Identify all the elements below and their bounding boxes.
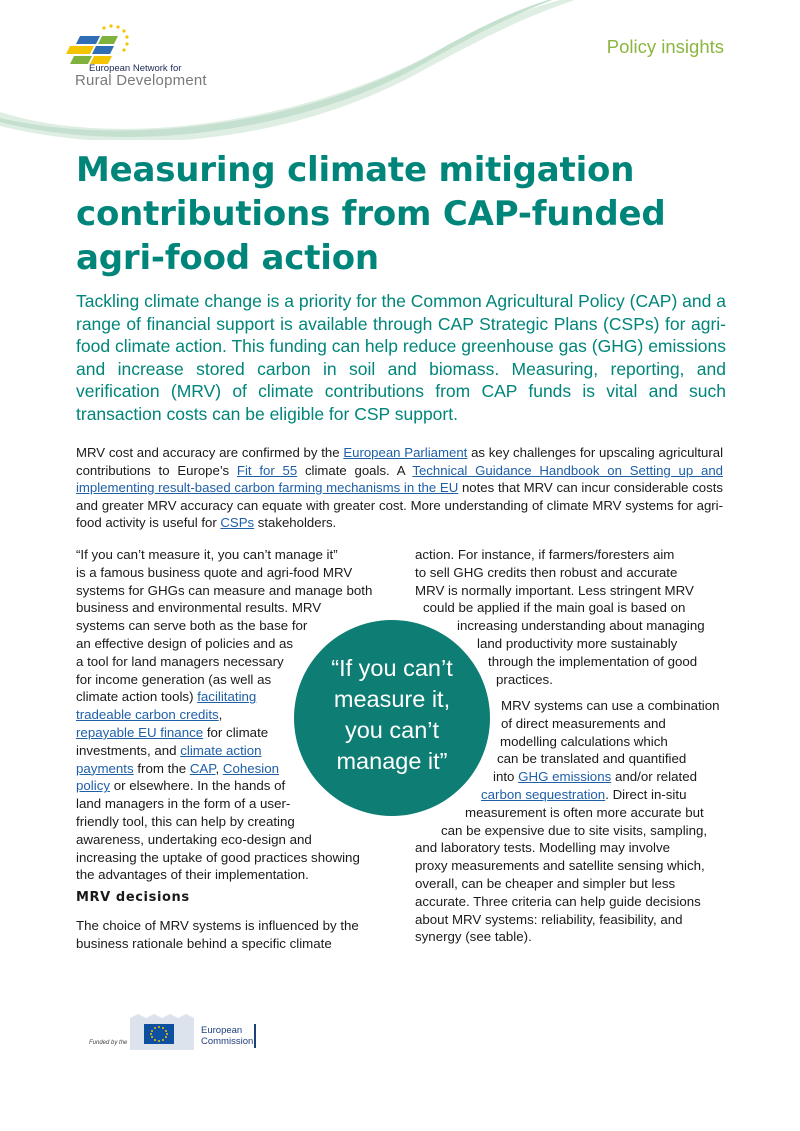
left-line: an effective design of policies and as (76, 635, 294, 651)
intro-paragraph (76, 444, 723, 532)
right-text: and/or related (611, 769, 697, 785)
right-line: overall, can be cheaper and simpler but less (415, 875, 676, 891)
title-line2: contributions from CAP-funded (76, 194, 666, 234)
link-tradeable-carbon-credits[interactable]: tradeable carbon credits (76, 707, 219, 723)
link-fit-for-55[interactable]: Fit for 55 (236, 462, 298, 478)
ec-name-line1: European (201, 1025, 243, 1036)
left-line: systems for GHGs can measure and manage both (76, 582, 373, 598)
title-line3: agri-food action (76, 238, 379, 278)
link-european-parliament[interactable]: European Parliament (343, 445, 468, 460)
left-line: business and environmental results. MRV (76, 600, 322, 616)
link-climate-action-payments[interactable]: climate action (180, 742, 262, 758)
right-text: . Direct in-situ (605, 786, 687, 802)
pull-quote-line: measure it, (333, 686, 451, 712)
right-line: measurement is often more accurate but (465, 804, 704, 820)
right-line: can be expensive due to site visits, sampling, (441, 822, 708, 838)
left-line: the advantages of their implementation. (76, 867, 309, 883)
left-text: for climate (203, 724, 269, 740)
right-line: accurate. Three criteria can help guide decisions (415, 893, 701, 909)
link-technical-guidance-handbook[interactable]: Technical Guidance Handbook on Setting up and implementing result-based carbon farming mechanisms in the EU (76, 462, 723, 496)
left-line: land managers in the form of a user- (76, 796, 291, 812)
right-line: increasing understanding about managing (457, 618, 705, 634)
right-line: of direct measurements and (501, 715, 666, 731)
left-line: systems can serve both as the base for (76, 618, 308, 634)
link-cohesion-policy[interactable]: Cohesion (222, 760, 280, 776)
right-line: through the implementation of good (488, 653, 698, 669)
pull-quote-line: “If you can’t (331, 655, 453, 681)
intro-text-5: stakeholders. (254, 515, 337, 531)
left-line: “If you can’t measure it, you can’t manage it” (76, 547, 338, 562)
intro-text-1: MRV cost and accuracy are confirmed by the (76, 445, 344, 460)
left-line: is a famous business quote and agri-food MRV (76, 564, 353, 580)
right-line: land productivity more sustainably (477, 635, 678, 651)
pull-quote-line: you can’t (344, 717, 440, 743)
left-line: increasing the uptake of good practices showing (76, 849, 360, 865)
european-commission-logo-icon (128, 1010, 268, 1055)
left-line: The choice of MRV systems is influenced by the (76, 918, 359, 933)
left-line: awareness, undertaking eco-design and (76, 831, 312, 847)
title-line1: Measuring climate mitigation (76, 150, 635, 190)
link-csps[interactable]: CSPs (220, 515, 255, 531)
intro-text-2: as key challenges for upscaling agricultural contributions to Europe’s (76, 445, 723, 478)
page-title (76, 148, 696, 280)
left-line: a tool for land managers necessary (76, 653, 284, 669)
left-text: climate action tools) (76, 689, 198, 705)
right-text: into (493, 769, 519, 785)
intro-text-4: notes that MRV can incur considerable costs and greater MRV accuracy can equate with greater cost. More understanding of climate MRV systems for agri-food activity is useful for (76, 480, 723, 531)
link-ghg-emissions[interactable]: GHG emissions (518, 769, 612, 785)
right-line: can be translated and quantified (497, 751, 687, 767)
left-text: , (215, 760, 223, 776)
left-line: for income generation (as well as (76, 671, 272, 687)
ec-name-line2: Commission (201, 1036, 254, 1047)
right-line: MRV systems can use a combination (501, 698, 720, 713)
link-carbon-sequestration[interactable]: carbon sequestration (481, 786, 606, 802)
subheading-mrv-decisions: MRV decisions (76, 890, 190, 905)
lead-paragraph: Tackling climate change is a priority for the Common Agricultural Policy (CAP) and a range of financial support is available through CAP Strategic Plans (CSPs) for agri-food climate action. This funding can help reduce greenhouse gas (GHG) emissions and increase stored carbon in soil and biomass. Measuring, reporting, and verification (MRV) of climate contributions from CAP funds is vital and such transaction costs can be eligible for CSP support. (76, 291, 726, 424)
pull-quote-line: manage it” (336, 748, 448, 774)
right-line: modelling calculations which (500, 733, 668, 749)
org-name-line2: Rural Development (75, 72, 207, 89)
right-line (415, 786, 720, 804)
org-name-line1: European Network for (89, 63, 182, 74)
right-line: proxy measurements and satellite sensing which, (415, 858, 705, 874)
link-facilitating-tradeable-carbon-credits[interactable]: facilitating (197, 689, 257, 705)
intro-text-3: climate goals. A (297, 462, 413, 478)
left-text: investments, and (76, 742, 181, 758)
right-line: to sell GHG credits then robust and accurate (415, 564, 678, 580)
left-line: friendly tool, this can help by creating (76, 813, 295, 829)
link-repayable-eu-finance[interactable]: repayable EU finance (76, 724, 204, 740)
link-policy[interactable]: policy (76, 778, 110, 794)
funded-by-label: Funded by the (89, 1040, 128, 1046)
link-cap[interactable]: CAP (189, 760, 216, 776)
right-line: MRV is normally important. Less stringent MRV (415, 582, 694, 598)
left-text: , (218, 707, 223, 723)
link-payments[interactable]: payments (76, 760, 134, 776)
right-line: could be applied if the main goal is based on (423, 600, 686, 616)
left-line: business rationale behind a specific climate (76, 935, 332, 951)
left-column-bottom (76, 917, 359, 953)
right-line: synergy (see table). (415, 929, 532, 945)
ec-divider (254, 1024, 256, 1048)
right-line: about MRV systems: reliability, feasibility, and (415, 911, 683, 927)
right-line: and laboratory tests. Modelling may involve (415, 840, 670, 856)
right-line: action. For instance, if farmers/foresters aim (415, 547, 675, 562)
left-text: or elsewhere. In the hands of (110, 778, 286, 794)
left-text: from the (133, 760, 190, 776)
section-label: Policy insights (606, 36, 724, 57)
right-line: practices. (496, 671, 553, 687)
pull-quote (294, 653, 490, 777)
